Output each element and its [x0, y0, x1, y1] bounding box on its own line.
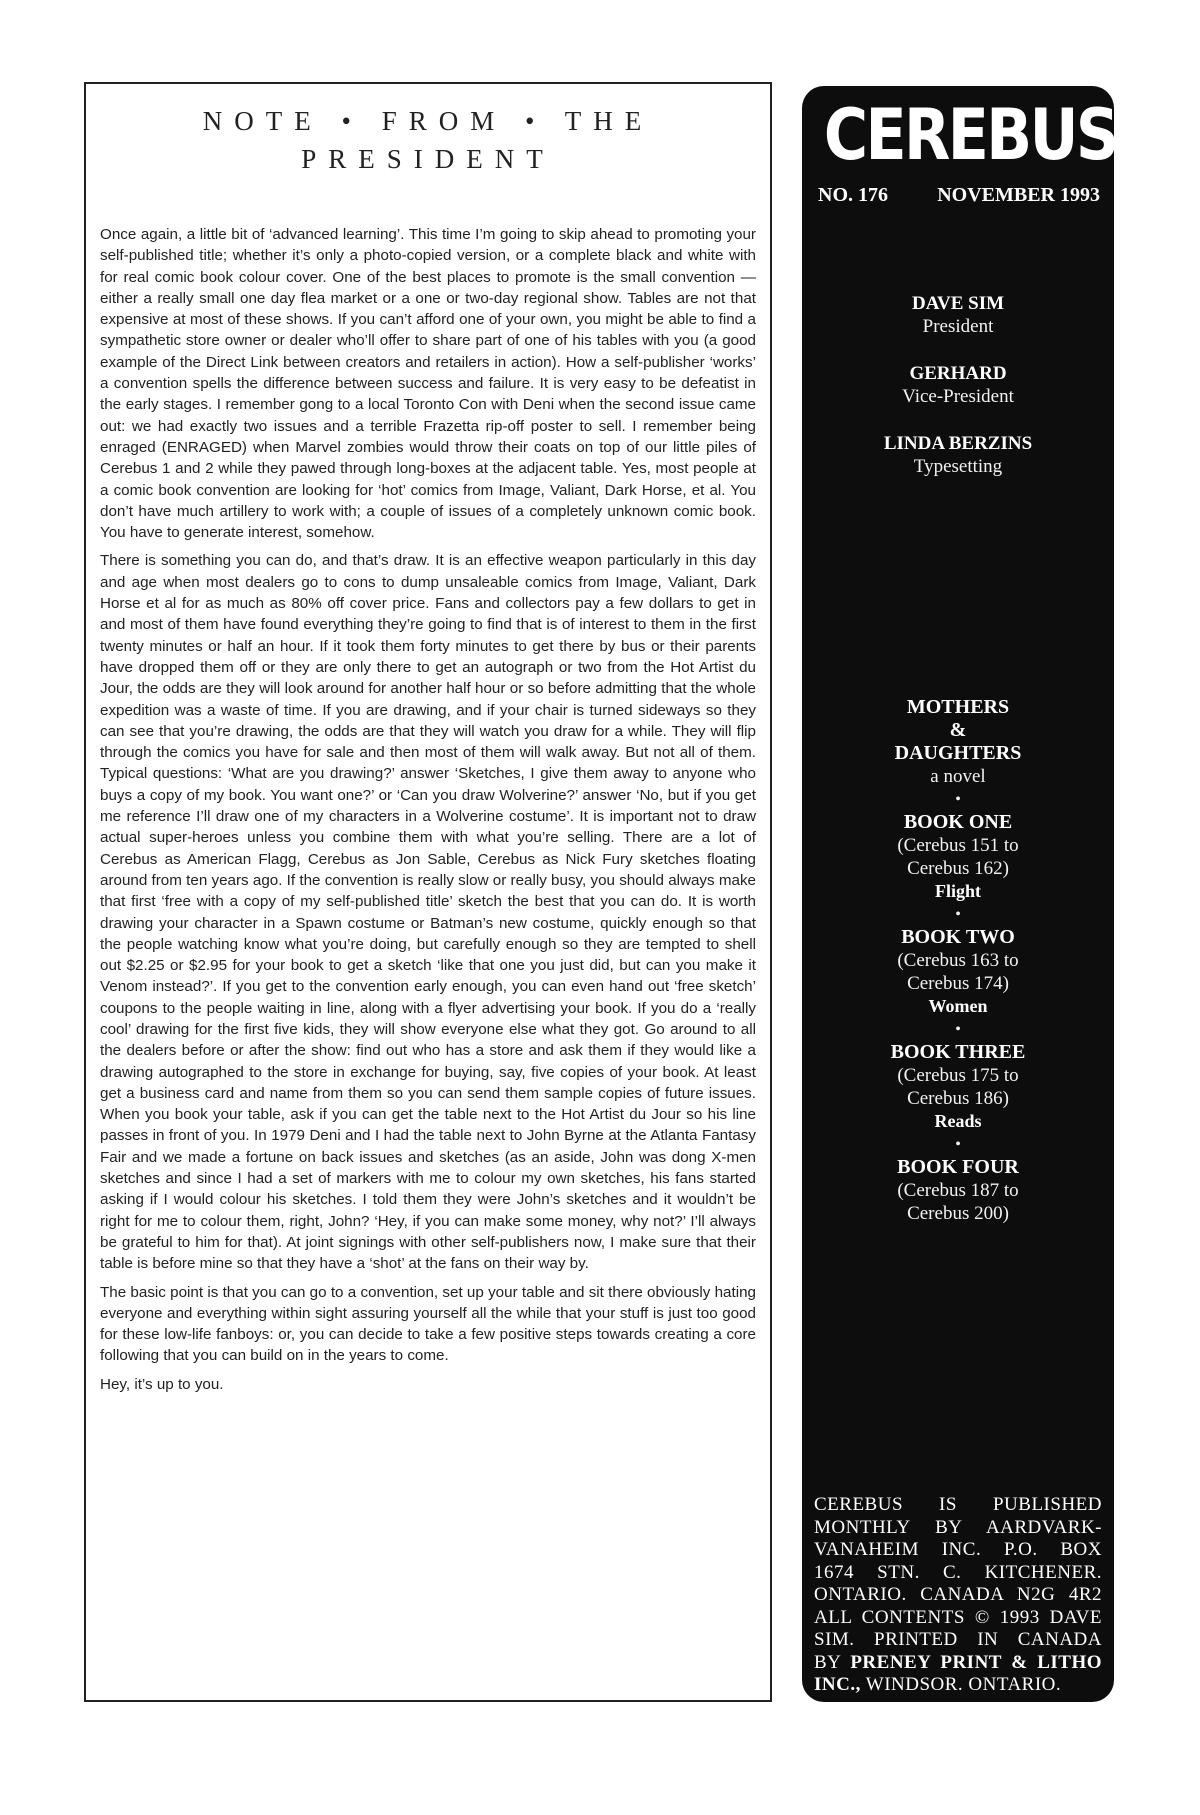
heading-line-2: PRESIDENT — [301, 144, 555, 174]
novel-ampersand: & — [949, 719, 967, 741]
novel-listing — [802, 696, 1114, 1225]
book-range: Cerebus 174) — [907, 973, 1009, 994]
staff-role: Vice-President — [902, 386, 1014, 407]
colophon-line — [814, 1652, 1102, 1675]
colophon-printer: PRENEY PRINT & LITHO — [850, 1651, 1102, 1673]
book-title: BOOK TWO — [901, 926, 1015, 948]
staff-entry — [802, 362, 1114, 408]
book-range: Cerebus 186) — [907, 1088, 1009, 1109]
bullet-icon: • — [955, 1136, 961, 1153]
note-heading — [86, 102, 770, 178]
book-range: (Cerebus 175 to — [897, 1065, 1019, 1086]
novel-subtitle: a novel — [930, 766, 986, 787]
bullet-icon: • — [955, 1021, 961, 1038]
novel-title-2: DAUGHTERS — [894, 742, 1022, 764]
bullet-icon: • — [955, 906, 961, 923]
book-subtitle: Women — [928, 996, 988, 1016]
issue-date: NOVEMBER 1993 — [937, 184, 1100, 206]
book-range: (Cerebus 163 to — [897, 950, 1019, 971]
book-title: BOOK THREE — [890, 1041, 1026, 1063]
colophon-line: CEREBUS IS PUBLISHED — [814, 1494, 1102, 1515]
cerebus-logo: CEREBUS — [823, 94, 1117, 176]
book-entry — [802, 1156, 1114, 1225]
issue-number: NO. 176 — [818, 184, 888, 206]
masthead-sidebar — [802, 86, 1117, 1702]
paragraph-1: Once again, a little bit of ‘advanced learning’. This time I’m going to skip ahead to promoting your self-published title; whether it’s only a photo-copied version, or a complete black and white with for real comic book colour cover. One of the best places to promote is the small convention — either a really small one day flea market or a one or two-day regional show. Tables are not that expensive at most of these shows. If you can’t afford one of your own, you might be able to find a sympathetic store owner or dealer who’ll offer to share part of one of his tables with you (a good example of the Direct Link between creators and retailers in action). How a self-publisher ‘works’ a convention spells the difference between success and failure. It is very easy to be defeatist in the early stages. I remember gong to a local Toronto Con with Deni when the second issue came out: we had exactly two issues and a terrible Frazetta rip-off poster to sell. I remember being enraged (ENRAGED) when Marvel zombies would throw their coats on top of our little piles of Cerebus 1 and 2 while they pawed through long-boxes at the adjacent table. Yes, most people at a comic book convention are looking for ‘hot’ comics from Image, Valiant, Dark Horse, et al. You don’t have much artillery to work with; a couple of issues of a completely unknown comic book. You have to generate interest, somehow. — [100, 226, 756, 542]
book-range: Cerebus 162) — [907, 858, 1009, 879]
colophon-location: WINDSOR. ONTARIO. — [865, 1674, 1062, 1695]
book-entry — [802, 811, 1114, 903]
staff-name: DAVE SIM — [911, 293, 1005, 314]
heading-line-1: NOTE • FROM • THE — [202, 106, 654, 136]
book-subtitle: Reads — [934, 1111, 982, 1131]
staff-list — [802, 292, 1114, 502]
paragraph-4: Hey, it’s up to you. — [100, 1375, 224, 1393]
staff-name: GERHARD — [909, 363, 1007, 384]
paragraph-3: The basic point is that you can go to a convention, set up your table and sit there obviously hating everyone and everything within sight assuring yourself all the while that your stuff is just too good for these low-life fanboys: or, you can decide to take a few positive steps towards creating a core following that you can build on in the years to come. — [100, 1283, 756, 1365]
book-range: (Cerebus 151 to — [897, 835, 1019, 856]
book-entry — [802, 926, 1114, 1018]
paragraph-2: There is something you can do, and that’s draw. It is an effective weapon particularly in this day and age when most dealers go to cons to dump unsaleable comics from Image, Valiant, Dark Horse et al for as much as 80% off cover price. Fans and collectors pay a few dollars to get in and most of them have found everything they’re going to find that is of interest to them in the first twenty minutes or half an hour. If it took them forty minutes to get there by bus or their parents have dropped them off or they are only there to get an autograph or two from the Hot Artist du Jour, the odds are they will look around for another half hour or so before admitting that the whole expedition was a waste of time. If you are drawing, and if your chair is turned sideways so they can see that you’re drawing, the odds are that they will watch you draw for a while. They will flip through the comics you have for sale and then most of them will walk away. But not all of them. Typical questions: ‘What are you drawing?’ answer ‘Sketches, I give them away to anyone who buys a copy of my book. You want one?’ or ‘Can you draw Wolverine?’ answer ‘No, but if you get me reference I’ll draw one of my characters in a Wolverine costume’. It is important not to draw actual super-heroes unless you combine them with what you’re selling. There are a lot of Cerebus as American Flagg, Cerebus as Jon Sable, Cerebus as Nick Fury sketches floating around from ten years ago. If the convention is really slow or really busy, you should always make that first ‘free with a copy of my self-published title’ sketch the best that you can do. It is worth drawing your character in a Spawn costume or Batman’s new costume, quickly enough so that the people watching know what you’re doing, but carefully enough so they are tempted to shell out $2.25 or $2.95 for your book to get a sketch ‘like that one you just did, but can you make it Venom instead?’. If you get to the convention early enough, you can even hand out ‘free sketch’ coupons to the people waiting in line, along with a flyer advertising your book. If you do a ‘really cool’ drawing for the first five kids, they will show everyone else what they got. Go around to all the dealers before or after the show: find out who has a store and ask them if they would like a drawing autographed to the store in exchange for buying, say, five copies of your book. At least get a business card and name from them so you can send them sample copies of future issues. When you book your table, ask if you can get the table next to the Hot Artist du Jour so his line passes in front of you. In 1979 Deni and I had the table next to John Byrne at the Atlanta Fantasy Fair and we made a fortune on back issues and sketches (as an aside, John was dong X-men sketches and since I had a set of markers with me to colour my own sketches, his fans started asking if I would colour his sketches. I told them they were John’s sketches and it wouldn’t be right for me to colour them, right, John? ‘Hey, if you can make some money, why not?’ I’ll always be grateful to him for that). At joint signings with other self-publishers now, I make sure that their table is before mine so that they have a ‘shot’ at the fans on their way by. — [100, 552, 756, 1273]
staff-entry — [802, 292, 1114, 338]
colophon-by: BY — [814, 1651, 841, 1673]
colophon-line — [814, 1674, 1102, 1697]
book-range: Cerebus 200) — [907, 1203, 1009, 1224]
staff-entry — [802, 432, 1114, 478]
colophon-line: MONTHLY BY AARDVARK- — [814, 1516, 1102, 1538]
staff-name: LINDA BERZINS — [883, 433, 1033, 454]
issue-line — [818, 184, 1100, 207]
novel-title-1: MOTHERS — [906, 696, 1010, 718]
staff-role: President — [922, 316, 994, 337]
staff-role: Typesetting — [913, 456, 1003, 477]
colophon-line: 1674 STN. C. KITCHENER. — [814, 1561, 1102, 1583]
book-title: BOOK ONE — [903, 811, 1013, 833]
president-note-box — [84, 82, 772, 1702]
book-subtitle: Flight — [934, 881, 981, 901]
colophon-inc: INC., — [814, 1674, 861, 1695]
colophon-line: VANAHEIM INC. P.O. BOX — [814, 1539, 1102, 1560]
bullet-icon: • — [955, 791, 961, 808]
colophon-line: ONTARIO. CANADA N2G 4R2 — [814, 1584, 1102, 1605]
colophon-line: ALL CONTENTS © 1993 DAVE — [814, 1606, 1102, 1628]
publication-colophon — [814, 1494, 1102, 1697]
book-entry — [802, 1041, 1114, 1133]
book-range: (Cerebus 187 to — [897, 1180, 1019, 1201]
colophon-line: SIM. PRINTED IN CANADA — [814, 1629, 1102, 1650]
article-body — [100, 224, 756, 1402]
book-title: BOOK FOUR — [897, 1156, 1019, 1178]
